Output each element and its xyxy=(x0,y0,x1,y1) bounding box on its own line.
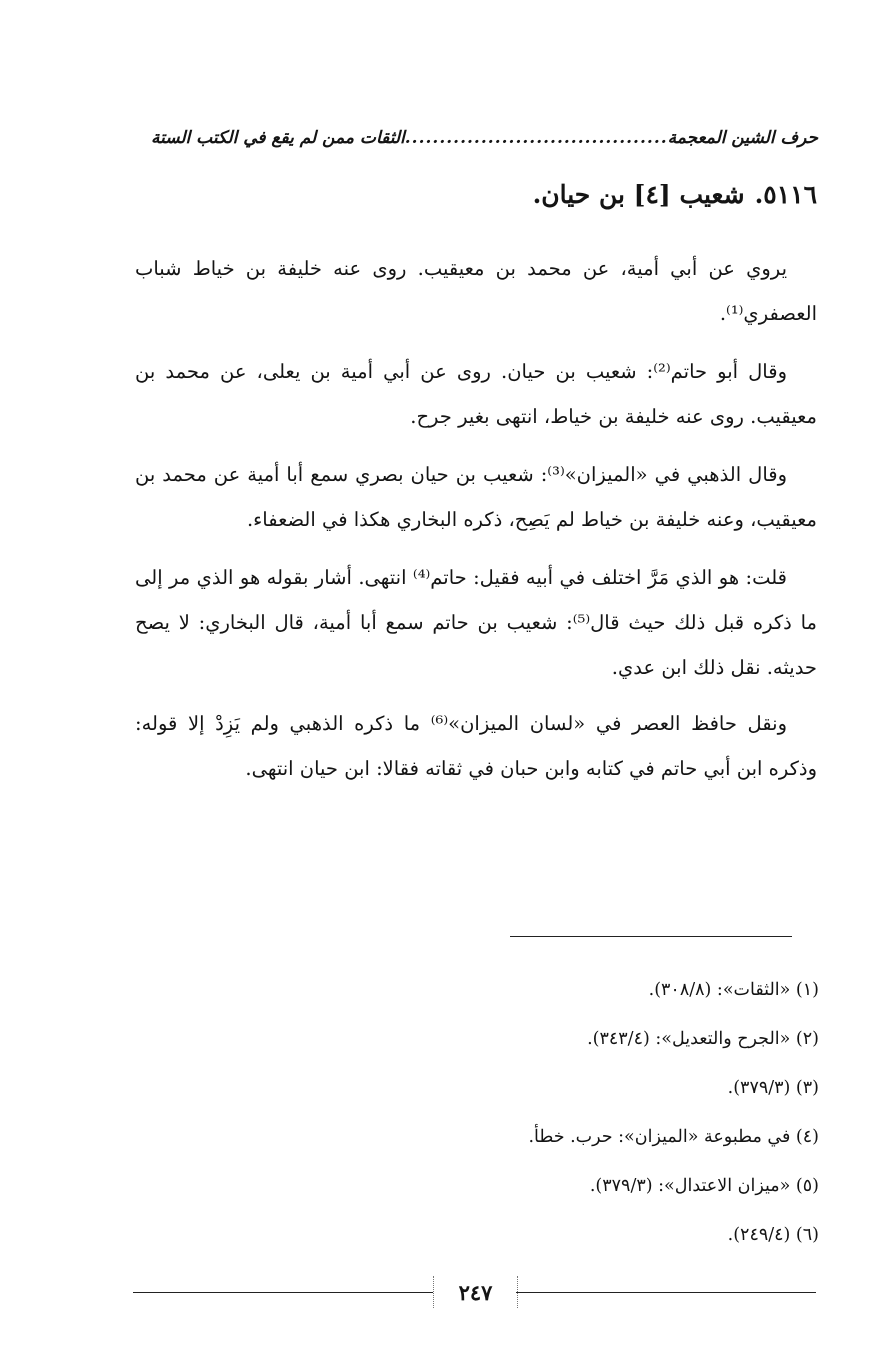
header-dot-leader: ...................................... xyxy=(404,128,668,148)
footer-rule-right xyxy=(516,1292,816,1293)
header-chapter-title: حرف الشين المعجمة xyxy=(667,128,818,148)
entry-heading xyxy=(157,180,817,209)
footnotes-list xyxy=(119,966,819,1260)
paragraph: ونقل حافظ العصر في «لسان الميزان»⁽⁶⁾ ما ذكره الذهبي ولم يَزِدْ إلا قوله: وذكره ابن أبي حاتم في كتابه وابن حبان في ثقاته فقالا: ابن حيان انتهى. xyxy=(135,712,817,780)
footer-rule-left xyxy=(133,1292,433,1293)
entry-name: شعيب [٤] بن حيان. xyxy=(532,180,745,209)
paragraph: قلت: هو الذي مَرَّ اختلف في أبيه فقيل: حاتم⁽⁴⁾ انتهى. أشار بقوله هو الذي مر إلى ما ذكره قبل ذلك حيث قال⁽⁵⁾: شعيب بن حاتم سمع أبا أمية، قال البخاري: لا يصح حديثه. نقل ذلك ابن عدي. xyxy=(135,566,817,679)
paragraph: يروي عن أبي أمية، عن محمد بن معيقيب. روى عنه خليفة بن خياط شباب العصفري⁽¹⁾. xyxy=(135,257,817,325)
entry-body xyxy=(135,246,817,804)
paragraph: وقال الذهبي في «الميزان»⁽³⁾: شعيب بن حيان بصري سمع أبا أمية عن محمد بن معيقيب، وعنه خليفة بن خياط لم يَصِح، ذكره البخاري هكذا في الضعفاء. xyxy=(135,463,817,531)
footnote: (١) «الثقات»: (٣٠٨/٨). xyxy=(648,980,819,1000)
footnote: (٤) في مطبوعة «الميزان»: حرب. خطأ. xyxy=(528,1127,819,1147)
footnote: (٥) «ميزان الاعتدال»: (٣٧٩/٣). xyxy=(589,1176,819,1196)
footnote: (٦) (٢٤٩/٤). xyxy=(727,1225,819,1245)
footnote: (٣) (٣٧٩/٣). xyxy=(727,1078,819,1098)
header-book-title: الثقات ممن لم يقع في الكتب الستة xyxy=(150,128,405,148)
footnote-separator xyxy=(510,936,792,937)
footnote: (٢) «الجرح والتعديل»: (٣٤٣/٤). xyxy=(587,1029,819,1049)
paragraph: وقال أبو حاتم⁽²⁾: شعيب بن حيان. روى عن أبي أمية بن يعلى، عن محمد بن معيقيب. روى عنه خليفة بن خياط، انتهى بغير جرح. xyxy=(135,360,817,428)
entry-number: ٥١١٦. xyxy=(754,180,817,209)
running-header xyxy=(150,128,818,148)
page-number: ٢٤٧ xyxy=(433,1276,518,1308)
